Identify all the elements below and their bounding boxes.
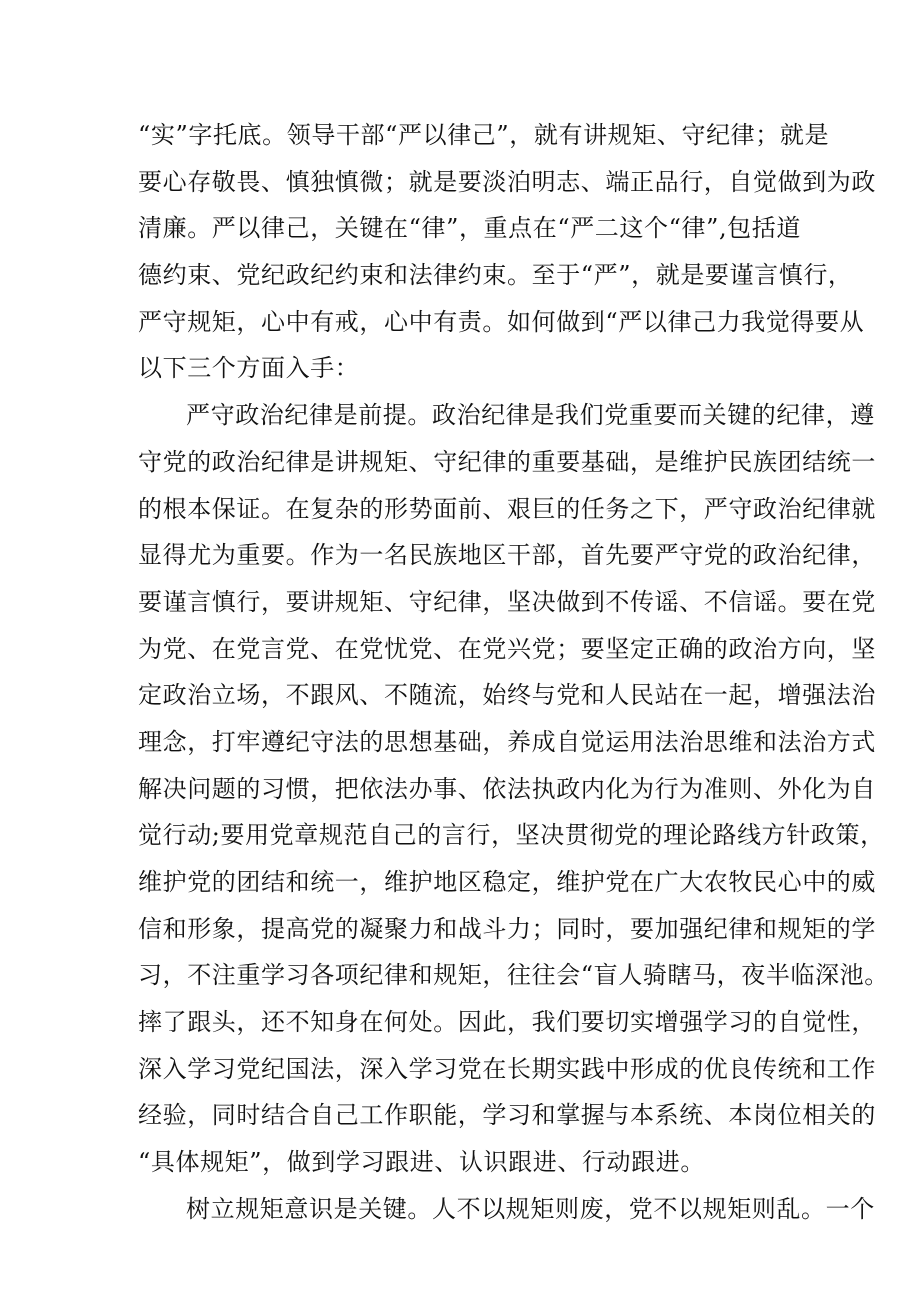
text-line: 信和形象，提高党的凝聚力和战斗力；同时，要加强纪律和规矩的学 bbox=[138, 914, 876, 943]
text-line: “实”字托底。领导干部“严以律己”，就有讲规矩、守纪律；就是 bbox=[138, 121, 830, 149]
paragraph-start-line: 树立规矩意识是关键。人不以规矩则废，党不以规矩则乱。一个 bbox=[186, 1194, 875, 1223]
text-line: 要谨言慎行，要讲规矩、守纪律，坚决做到不传谣、不信谣。要在党 bbox=[138, 587, 876, 616]
text-line: 守党的政治纪律是讲规矩、守纪律的重要基础，是维护民族团结统一 bbox=[138, 447, 876, 476]
text-line: 德约束、党纪政纪约束和法律约束。至于“严”，就是要谨言慎行， bbox=[138, 261, 853, 290]
text-line: 显得尤为重要。作为一名民族地区干部，首先要严守党的政治纪律， bbox=[138, 541, 876, 570]
text-line: 清廉。严以律己，关键在“律”，重点在“严二这个“律”,包括道 bbox=[138, 214, 801, 243]
text-line: 摔了跟头，还不知身在何处。因此，我们要切实增强学习的自觉性， bbox=[138, 1008, 876, 1037]
text-line: 的根本保证。在复杂的形势面前、艰巨的任务之下，严守政治纪律就 bbox=[138, 494, 876, 523]
text-line: 习，不注重学习各项纪律和规矩，往往会“盲人骑瞎马，夜半临深池。 bbox=[138, 961, 889, 990]
text-line: “具体规矩”，做到学习跟进、认识跟进、行动跟进。 bbox=[138, 1148, 705, 1177]
text-line: 解决问题的习惯，把依法办事、依法执政内化为行为准则、外化为自 bbox=[138, 774, 876, 803]
text-line: 以下三个方面入手： bbox=[138, 354, 360, 383]
paragraph-start-line: 严守政治纪律是前提。政治纪律是我们党重要而关键的纪律，遵 bbox=[186, 401, 875, 430]
text-line: 定政治立场，不跟风、不随流，始终与党和人民站在一起，增强法治 bbox=[138, 681, 876, 710]
text-line: 深入学习党纪国法，深入学习党在长期实践中形成的优良传统和工作 bbox=[138, 1054, 876, 1083]
text-line: 维护党的团结和统一，维护地区稳定，维护党在广大农牧民心中的威 bbox=[138, 868, 876, 896]
text-line: 经验，同时结合自己工作职能，学习和掌握与本系统、本岗位相关的 bbox=[138, 1101, 876, 1130]
text-line: 觉行动;要用党章规范自己的言行，坚决贯彻党的理论路线方针政策， bbox=[138, 821, 885, 850]
body-text bbox=[138, 112, 889, 1233]
text-line: 严守规矩，心中有戒，心中有责。如何做到“严以律己力我觉得要从 bbox=[138, 307, 865, 336]
text-line: 要心存敬畏、慎独慎微；就是要淡泊明志、端正品行，自觉做到为政 bbox=[138, 167, 876, 196]
text-line: 理念，打牢遵纪守法的思想基础，养成自觉运用法治思维和法治方式 bbox=[138, 727, 876, 756]
text-line: 为党、在党言党、在党忧党、在党兴党；要坚定正确的政治方向，坚 bbox=[138, 634, 876, 663]
